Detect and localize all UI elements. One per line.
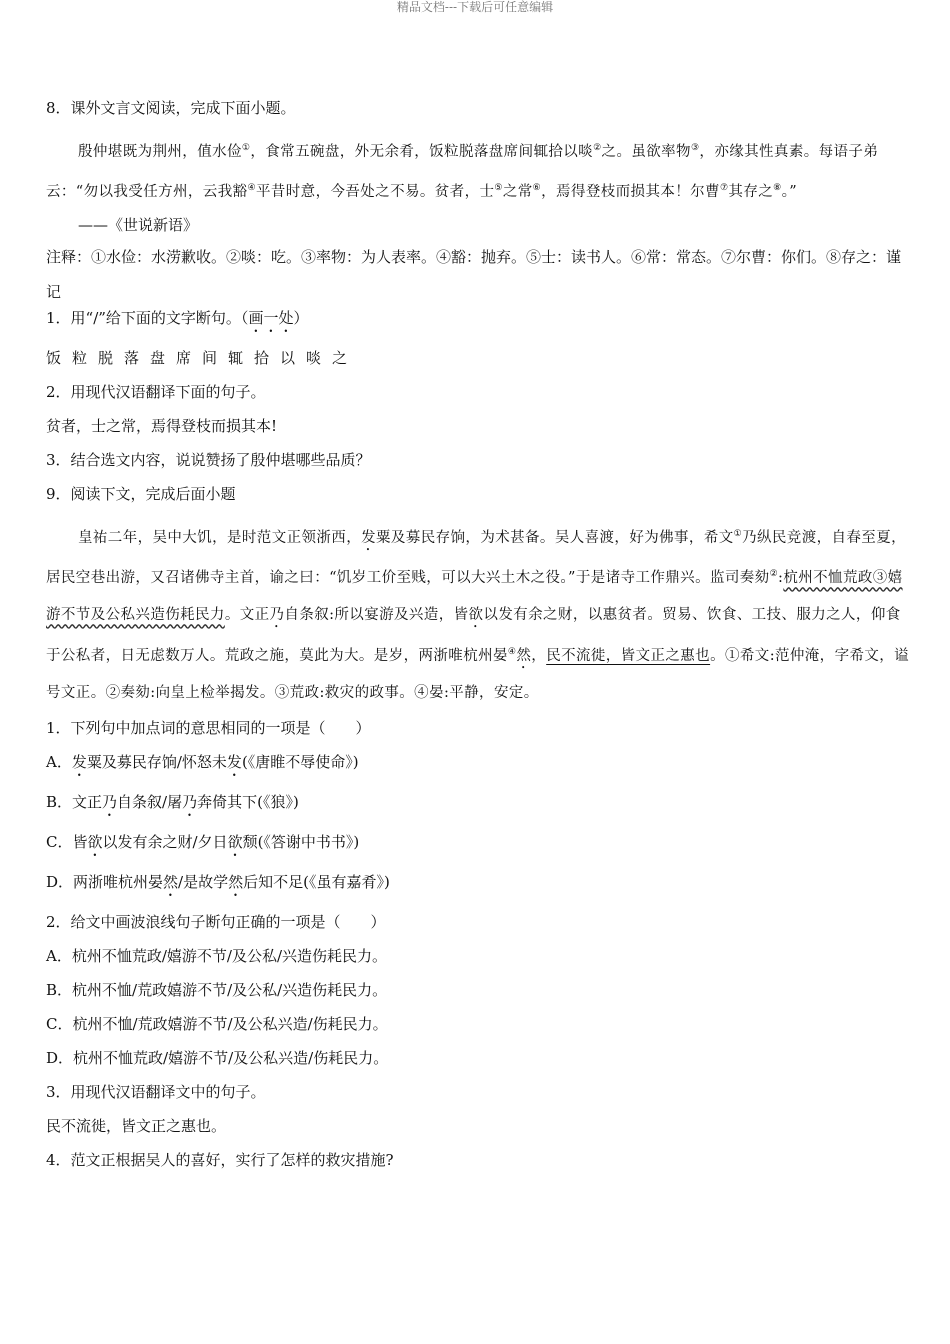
passage-text: 之常 — [502, 183, 533, 200]
note-mark: ④ — [247, 182, 256, 193]
q8-notes: 注释：①水俭：水涝歉收。②啖：吃。③率物：为人表率。④豁：抛弃。⑤士：读书人。⑥常：常态。⑦尔曹：你们。⑧存之：谨记 — [46, 247, 902, 301]
q9-q2-option-b: B．杭州不恤/荒政嬉游不节/及公私/兴造伤耗民力。 — [46, 981, 388, 1000]
wavy-underline-text: 杭州不恤荒政③嬉游不节及公私兴造伤耗民力 — [46, 570, 903, 624]
passage-text: 自条叙:所以宴游及兴造，皆 — [284, 607, 469, 624]
passage-text: ，亦缘其性真素。每语子弟云：“勿以我受任方州，云我豁 — [46, 143, 879, 200]
passage-text: 殷仲堪既为荆州，值水俭 — [78, 143, 242, 160]
q9-option-a: A．发粟及募民存饷/怀怒未发(《唐睢不辱使命》) — [46, 753, 359, 772]
dotted-text: 然 — [516, 648, 532, 665]
dotted-text: 发 — [361, 529, 377, 546]
q8-source: ——《世说新语》 — [78, 215, 199, 234]
question-text: ） — [293, 308, 309, 327]
q9-q2-option-c: C．杭州不恤/荒政嬉游不节/及公私兴造/伤耗民力。 — [46, 1015, 388, 1034]
passage-text: 其存之 — [728, 183, 774, 200]
passage-text: 之。虽欲率物 — [601, 143, 691, 160]
q8-question-3: 3．结合选文内容，说说赞扬了殷仲堪哪些品质？ — [46, 450, 371, 469]
q9-title: 9．阅读下文，完成后面小题 — [46, 484, 236, 503]
q8-question-2: 2．用现代汉语翻译下面的句子。 — [46, 382, 266, 401]
q9-q2-option-a: A．杭州不恤荒政/嬉游不节/及公私/兴造伤耗民力。 — [46, 947, 387, 966]
note-mark: ⑤ — [494, 182, 503, 193]
q9-q2-option-d: D．杭州不恤荒政/嬉游不节/及公私兴造/伤耗民力。 — [46, 1049, 389, 1068]
q9-passage — [46, 516, 910, 712]
note-mark: ① — [241, 143, 251, 153]
note-mark: ③ — [690, 143, 700, 153]
document-body — [46, 96, 910, 1182]
passage-text: 。①希文:范仲淹，字希文，谥号文正。②奏劾:向皇上检举揭发。③荒政:救灾的政事。④晏:平静，安定。 — [46, 648, 910, 702]
q8-question-1-text: 饭粒脱落盘席间辄拾以啖之 — [46, 348, 359, 367]
q8-question-2-text: 贫者，士之常，焉得登枝而损其本! — [46, 416, 278, 435]
dotted-text: 画一处 — [248, 308, 294, 327]
passage-text: 皇祐二年，吴中大饥，是时范文正领浙西， — [78, 529, 362, 546]
q9-question-4: 4．范文正根据吴人的喜好，实行了怎样的救灾措施? — [46, 1151, 394, 1170]
passage-text: ，食常五碗盘，外无余肴，饭粒脱落盘席间辄拾以啖 — [250, 143, 594, 160]
q9-question-2: 2．给文中画波浪线句子断句正确的一项是（ ） — [46, 913, 386, 932]
q9-option-b: B．文正乃自条叙/屠乃奔倚其下(《狼》) — [46, 793, 299, 812]
passage-text: ， — [531, 648, 547, 665]
q8-passage — [46, 130, 910, 210]
q8-title: 8．课外文言文阅读，完成下面小题。 — [46, 99, 296, 117]
passage-text: ，焉得登枝而损其本！尔曹 — [541, 183, 720, 200]
passage-text: : — [778, 570, 784, 587]
q9-question-1: 1．下列句中加点词的意思相同的一项是（ ） — [46, 719, 371, 738]
passage-text: 平昔时意，今吾处之不易。贫者，士 — [255, 183, 495, 200]
underline-text: 民不流徙，皆文正之惠也 — [546, 648, 711, 665]
note-mark: ⑦ — [719, 182, 729, 193]
passage-text: 。” — [781, 183, 798, 200]
note-mark: ⑧ — [773, 182, 782, 193]
dotted-text: 欲 — [468, 607, 484, 624]
q8-question-1 — [46, 306, 910, 336]
q9-question-3-text: 民不流徙，皆文正之惠也。 — [46, 1117, 227, 1136]
passage-text: 以发有余之财，以惠贫者。贸易、饮食、工技、服力之人，仰食于公私者，日无虑数万人。荒政之施，莫此为大。是岁，两浙唯杭州晏 — [46, 607, 901, 665]
note-mark: ④ — [507, 647, 517, 658]
passage-text: 粟及募民存饷，为术甚备。吴人喜渡，好为佛事，希文 — [376, 529, 734, 546]
note-mark: ② — [769, 569, 779, 580]
question-text: 1．用“/”给下面的文字断句。（ — [46, 308, 249, 327]
note-mark: ① — [733, 528, 743, 539]
page-header: 精品文档---下载后可任意编辑 — [396, 0, 554, 14]
q9-option-d: D．两浙唯杭州晏然/是故学然后知不足(《虽有嘉肴》) — [46, 873, 390, 892]
q9-option-c: C．皆欲以发有余之财/夕日欲颓(《答谢中书书》) — [46, 833, 360, 852]
note-mark: ⑥ — [532, 182, 542, 193]
q9-question-3: 3．用现代汉语翻译文中的句子。 — [46, 1083, 266, 1102]
note-mark: ② — [593, 143, 602, 153]
passage-text: 。文正 — [224, 607, 270, 624]
passage-text: 乃纵民竞渡，自春至夏，居民空巷出游，又召诸佛寺主首，谕之曰：“饥岁工价至贱，可以大兴土木之役。”于是诸寺工作鼎兴。监司奏劾 — [46, 529, 906, 587]
dotted-text: 乃 — [269, 607, 285, 624]
